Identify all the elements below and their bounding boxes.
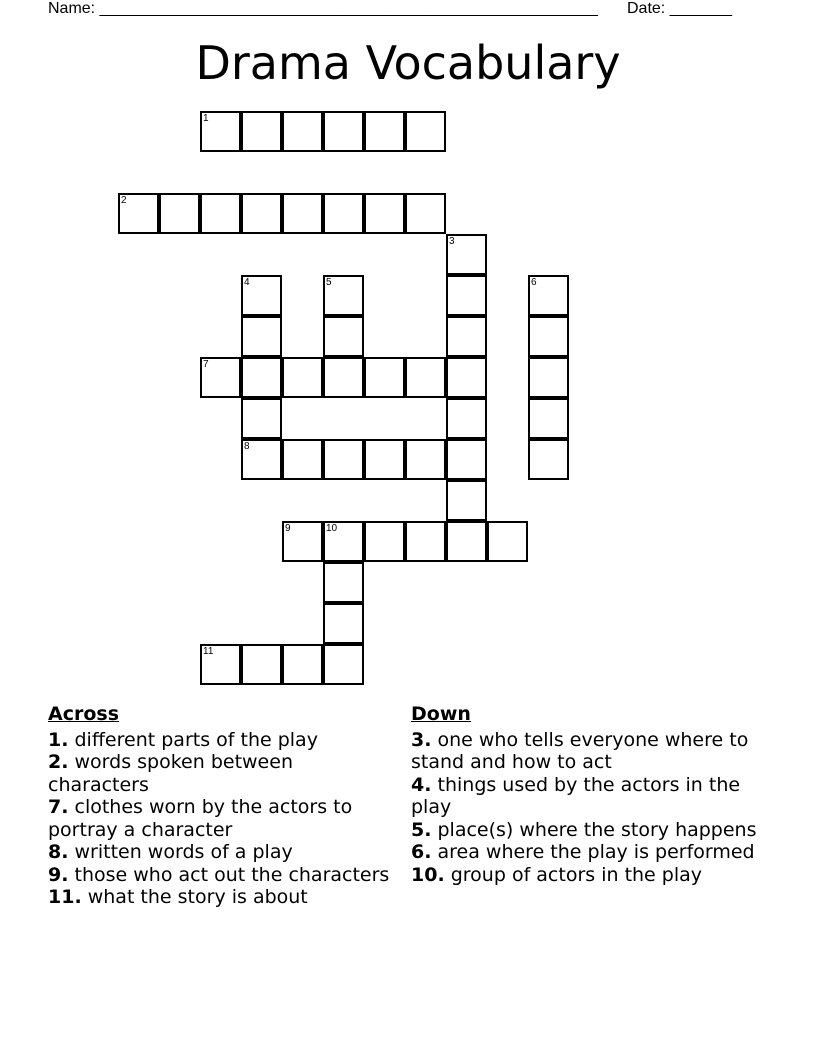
grid-cell[interactable] (446, 439, 487, 480)
clue-text: words spoken between characters (48, 751, 293, 796)
clue-number: 6. (411, 841, 432, 863)
grid-cell[interactable] (282, 357, 323, 398)
clue-text: what the story is about (87, 886, 308, 908)
clue-down (411, 774, 761, 819)
clue-text: group of actors in the play (450, 863, 703, 886)
clue-number: 4. (411, 773, 432, 796)
grid-cell[interactable] (528, 316, 569, 357)
grid-cell[interactable] (405, 193, 446, 234)
grid-cell[interactable] (200, 111, 241, 152)
grid-cell[interactable] (405, 357, 446, 398)
clue-number: 5. (411, 818, 432, 841)
down-clues (411, 703, 761, 886)
clue-text: one who tells everyone where to stand and how to act (411, 728, 749, 773)
grid-cell[interactable] (446, 316, 487, 357)
grid-cell[interactable] (364, 439, 405, 480)
grid-cell[interactable] (323, 193, 364, 234)
clue-across (48, 864, 398, 887)
cell-number: 3 (449, 236, 455, 247)
clue-across (48, 796, 398, 841)
grid-cell[interactable] (446, 234, 487, 275)
grid-cell[interactable] (241, 644, 282, 685)
grid-cell[interactable] (200, 644, 241, 685)
grid-cell[interactable] (323, 111, 364, 152)
grid-cell[interactable] (118, 193, 159, 234)
grid-cell[interactable] (323, 439, 364, 480)
grid-cell[interactable] (282, 193, 323, 234)
grid-cell[interactable] (282, 644, 323, 685)
clue-number: 3. (411, 728, 432, 751)
clue-text: written words of a play (74, 841, 293, 863)
grid-cell[interactable] (528, 275, 569, 316)
clue-text: place(s) where the story happens (437, 818, 757, 841)
grid-cell[interactable] (323, 603, 364, 644)
cell-number: 1 (203, 113, 209, 124)
grid-cell[interactable] (282, 521, 323, 562)
grid-cell[interactable] (323, 357, 364, 398)
cell-number: 11 (203, 646, 214, 657)
grid-cell[interactable] (446, 398, 487, 439)
clue-text: clothes worn by the actors to portray a character (48, 796, 353, 841)
clue-number: 10. (411, 863, 445, 886)
clue-text: different parts of the play (74, 728, 318, 751)
grid-cell[interactable] (200, 193, 241, 234)
across-heading: Across (48, 703, 120, 725)
grid-cell[interactable] (405, 439, 446, 480)
grid-cell[interactable] (528, 439, 569, 480)
grid-cell[interactable] (241, 111, 282, 152)
grid-cell[interactable] (323, 521, 364, 562)
cell-number: 6 (531, 277, 537, 288)
grid-cell[interactable] (364, 193, 405, 234)
cell-number: 5 (326, 277, 332, 288)
date-field: Date: _______ (627, 0, 732, 17)
clue-across (48, 841, 398, 864)
grid-cell[interactable] (241, 193, 282, 234)
across-clues (48, 703, 398, 909)
grid-cell[interactable] (528, 398, 569, 439)
grid-cell[interactable] (364, 521, 405, 562)
grid-cell[interactable] (405, 111, 446, 152)
clue-number: 9. (48, 863, 69, 886)
grid-cell[interactable] (282, 439, 323, 480)
cell-number: 9 (285, 523, 291, 534)
clue-text: those who act out the characters (74, 863, 390, 886)
grid-cell[interactable] (364, 111, 405, 152)
clue-number: 7. (48, 796, 69, 818)
grid-cell[interactable] (446, 357, 487, 398)
grid-cell[interactable] (446, 521, 487, 562)
grid-cell[interactable] (405, 521, 446, 562)
grid-cell[interactable] (323, 316, 364, 357)
cell-number: 8 (244, 441, 250, 452)
clue-down (411, 841, 761, 864)
grid-cell[interactable] (159, 193, 200, 234)
grid-cell[interactable] (323, 562, 364, 603)
cell-number: 10 (326, 523, 338, 534)
clue-number: 11. (48, 886, 82, 908)
grid-cell[interactable] (323, 644, 364, 685)
grid-cell[interactable] (241, 275, 282, 316)
clue-across (48, 751, 398, 796)
grid-cell[interactable] (446, 275, 487, 316)
page-title: Drama Vocabulary (195, 36, 621, 90)
grid-cell[interactable] (200, 357, 241, 398)
clue-text: things used by the actors in the play (411, 773, 741, 818)
cell-number: 7 (203, 359, 209, 370)
clue-down (411, 819, 761, 842)
grid-cell[interactable] (364, 357, 405, 398)
clue-down (411, 729, 761, 774)
grid-cell[interactable] (241, 316, 282, 357)
clue-across (48, 886, 398, 909)
grid-cell[interactable] (528, 357, 569, 398)
grid-cell[interactable] (241, 439, 282, 480)
clue-across (48, 729, 398, 752)
grid-cell[interactable] (323, 275, 364, 316)
grid-cell[interactable] (487, 521, 528, 562)
cell-number: 2 (121, 195, 127, 206)
grid-cell[interactable] (446, 480, 487, 521)
clue-number: 1. (48, 728, 69, 751)
name-field: Name: ________________________________________________________ (48, 0, 598, 17)
clue-number: 2. (48, 751, 69, 773)
grid-cell[interactable] (282, 111, 323, 152)
grid-cell[interactable] (241, 398, 282, 439)
clue-text: area where the play is performed (437, 841, 755, 863)
clue-down (411, 864, 761, 887)
grid-cell[interactable] (241, 357, 282, 398)
clue-number: 8. (48, 841, 69, 863)
cell-number: 4 (244, 277, 250, 288)
down-heading: Down (411, 703, 471, 725)
